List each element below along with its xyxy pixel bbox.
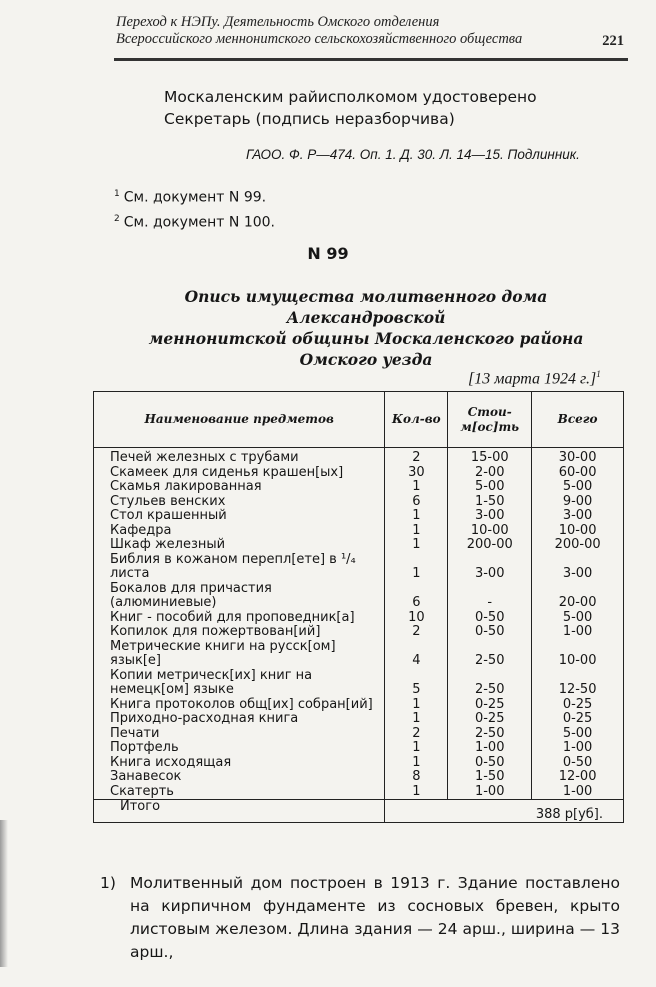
scan-edge-shadow bbox=[0, 820, 8, 967]
cell-price: 2-50 bbox=[448, 640, 532, 669]
cell-name: Стол крашенный bbox=[94, 509, 385, 524]
cell-qty: 5 bbox=[385, 669, 448, 698]
table-row bbox=[94, 509, 624, 524]
cell-total: 1-00 bbox=[532, 741, 624, 756]
footnote-paragraph bbox=[100, 872, 620, 987]
cell-name: Шкаф железный bbox=[94, 538, 385, 553]
cell-total: 20-00 bbox=[532, 582, 624, 611]
table-row bbox=[94, 466, 624, 481]
archive-source-reference: ГАОО. Ф. Р—474. Оп. 1. Д. 30. Л. 14—15. Подлинник. bbox=[246, 147, 580, 162]
cell-price: 5-00 bbox=[448, 480, 532, 495]
cell-price: 0-25 bbox=[448, 698, 532, 713]
cell-name: Стульев венских bbox=[94, 495, 385, 510]
footnote-mark: 1 bbox=[114, 189, 120, 199]
cell-total: 12-00 bbox=[532, 770, 624, 785]
cell-price: - bbox=[448, 582, 532, 611]
cell-price: 3-00 bbox=[448, 509, 532, 524]
cell-qty: 1 bbox=[385, 538, 448, 553]
cell-price: 1-00 bbox=[448, 741, 532, 756]
cell-name: Библия в кожаном перепл[ете] в ¹/₄ листа bbox=[94, 553, 385, 582]
table-row bbox=[94, 770, 624, 785]
column-header-qty: Кол-во bbox=[385, 392, 448, 448]
table-row bbox=[94, 524, 624, 539]
cell-price: 1-50 bbox=[448, 770, 532, 785]
cell-qty: 8 bbox=[385, 770, 448, 785]
note-text: Молитвенный дом построен в 1913 г. Здание поставлено на кирпичном фундаменте из сосновых бревен, крыто листовым железом. Длина здания — 24 арш., ширина — 13 арш., bbox=[130, 874, 620, 961]
table-row bbox=[94, 669, 624, 698]
column-header-price bbox=[448, 392, 532, 448]
cell-name: Портфель bbox=[94, 741, 385, 756]
footnote-text: См. документ N 99. bbox=[123, 189, 267, 206]
table-row bbox=[94, 495, 624, 510]
cell-total: 0-25 bbox=[532, 712, 624, 727]
cell-price: 2-50 bbox=[448, 727, 532, 742]
cell-total: 3-00 bbox=[532, 509, 624, 524]
cell-name: Приходно-расходная книга bbox=[94, 712, 385, 727]
column-header-name: Наименование предметов bbox=[94, 392, 385, 448]
cell-name: Копии метрическ[их] книг на немецк[ом] языке bbox=[94, 669, 385, 698]
certification-block bbox=[164, 86, 537, 130]
cell-name: Печати bbox=[94, 727, 385, 742]
table-row bbox=[94, 640, 624, 669]
cell-qty: 2 bbox=[385, 727, 448, 742]
cell-price: 0-50 bbox=[448, 625, 532, 640]
total-row bbox=[94, 800, 624, 823]
column-header-total: Всего bbox=[532, 392, 624, 448]
page-number: 221 bbox=[602, 33, 624, 49]
footnote-text: См. документ N 100. bbox=[123, 214, 275, 231]
note-marker: 1) bbox=[100, 874, 116, 892]
cell-price: 10-00 bbox=[448, 524, 532, 539]
table-row bbox=[94, 448, 624, 466]
footnote-2 bbox=[114, 209, 275, 234]
cell-total: 200-00 bbox=[532, 538, 624, 553]
cell-total: 0-25 bbox=[532, 698, 624, 713]
cell-qty: 1 bbox=[385, 553, 448, 582]
cell-qty: 1 bbox=[385, 509, 448, 524]
cell-name: Скамья лакированная bbox=[94, 480, 385, 495]
cell-price: 15-00 bbox=[448, 448, 532, 466]
cell-name: Скатерть bbox=[94, 785, 385, 800]
cell-name: Занавесок bbox=[94, 770, 385, 785]
table-row bbox=[94, 538, 624, 553]
cell-name: Бокалов для причастия (алюминиевые) bbox=[94, 582, 385, 611]
total-label: Итого bbox=[94, 800, 385, 823]
date-footnote-mark: 1 bbox=[596, 369, 601, 379]
cell-price: 2-50 bbox=[448, 669, 532, 698]
table-row bbox=[94, 698, 624, 713]
footnote-mark: 2 bbox=[114, 213, 120, 224]
running-header bbox=[116, 14, 626, 48]
cell-total: 5-00 bbox=[532, 727, 624, 742]
cell-total: 1-00 bbox=[532, 625, 624, 640]
header-line-2: Всероссийского меннонитского сельскохозяйственного общества bbox=[116, 31, 523, 47]
table-row bbox=[94, 611, 624, 626]
cell-qty: 1 bbox=[385, 756, 448, 771]
cell-total: 9-00 bbox=[532, 495, 624, 510]
table-row bbox=[94, 741, 624, 756]
cell-qty: 6 bbox=[385, 495, 448, 510]
cell-total: 0-50 bbox=[532, 756, 624, 771]
cell-qty: 30 bbox=[385, 466, 448, 481]
cell-price: 2-00 bbox=[448, 466, 532, 481]
inventory-body bbox=[94, 448, 624, 800]
cell-total: 60-00 bbox=[532, 466, 624, 481]
table-row bbox=[94, 480, 624, 495]
cell-price: 200-00 bbox=[448, 538, 532, 553]
cell-qty: 1 bbox=[385, 712, 448, 727]
table-row bbox=[94, 712, 624, 727]
cell-name: Книга исходящая bbox=[94, 756, 385, 771]
total-value: 388 р[уб]. bbox=[385, 800, 624, 823]
title-line-1: Опись имущества молитвенного дома Александровской bbox=[184, 287, 548, 327]
header-rule bbox=[114, 58, 628, 61]
price-header-line-2: м[ос]ть bbox=[460, 419, 520, 434]
cell-total: 10-00 bbox=[532, 640, 624, 669]
cell-qty: 1 bbox=[385, 698, 448, 713]
document-number: N 99 bbox=[307, 244, 349, 263]
document-date bbox=[468, 369, 601, 388]
footnote-1 bbox=[114, 184, 275, 209]
cell-name: Копилок для пожертвован[ий] bbox=[94, 625, 385, 640]
footnotes bbox=[114, 184, 275, 233]
cell-price: 0-25 bbox=[448, 712, 532, 727]
cell-total: 30-00 bbox=[532, 448, 624, 466]
cell-price: 1-00 bbox=[448, 785, 532, 800]
table-row bbox=[94, 553, 624, 582]
cell-name: Скамеек для сиденья крашен[ых] bbox=[94, 466, 385, 481]
date-text: [13 марта 1924 г.] bbox=[468, 370, 597, 388]
cell-name: Книга протоколов общ[их] собран[ий] bbox=[94, 698, 385, 713]
cell-total: 5-00 bbox=[532, 611, 624, 626]
cell-total: 10-00 bbox=[532, 524, 624, 539]
certification-line-1: Москаленским райисполкомом удостоверено bbox=[164, 88, 537, 106]
cell-total: 3-00 bbox=[532, 553, 624, 582]
cell-qty: 1 bbox=[385, 741, 448, 756]
cell-name: Кафедра bbox=[94, 524, 385, 539]
cell-qty: 4 bbox=[385, 640, 448, 669]
cell-qty: 1 bbox=[385, 785, 448, 800]
cell-qty: 1 bbox=[385, 480, 448, 495]
cell-total: 12-50 bbox=[532, 669, 624, 698]
table-header-row bbox=[94, 392, 624, 448]
cell-price: 0-50 bbox=[448, 756, 532, 771]
cell-qty: 10 bbox=[385, 611, 448, 626]
certification-line-2: Секретарь (подпись неразборчива) bbox=[164, 110, 455, 128]
inventory-table bbox=[93, 391, 624, 823]
cell-total: 1-00 bbox=[532, 785, 624, 800]
cell-total: 5-00 bbox=[532, 480, 624, 495]
table-row bbox=[94, 625, 624, 640]
document-title bbox=[110, 286, 622, 370]
cell-price: 1-50 bbox=[448, 495, 532, 510]
cell-qty: 2 bbox=[385, 448, 448, 466]
cell-name: Метрические книги на русск[ом] язык[е] bbox=[94, 640, 385, 669]
title-line-2: меннонитской общины Москаленского района bbox=[148, 329, 584, 348]
cell-name: Книг - пособий для проповедник[а] bbox=[94, 611, 385, 626]
cell-qty: 6 bbox=[385, 582, 448, 611]
title-line-3: Омского уезда bbox=[299, 350, 433, 369]
price-header-line-1: Стои- bbox=[467, 404, 512, 419]
header-line-1: Переход к НЭПу. Деятельность Омского отделения bbox=[116, 14, 440, 30]
table-row bbox=[94, 582, 624, 611]
cell-price: 3-00 bbox=[448, 553, 532, 582]
cell-qty: 2 bbox=[385, 625, 448, 640]
table-row bbox=[94, 785, 624, 800]
cell-name: Печей железных с трубами bbox=[94, 448, 385, 466]
cell-qty: 1 bbox=[385, 524, 448, 539]
table-row bbox=[94, 756, 624, 771]
table-row bbox=[94, 727, 624, 742]
cell-price: 0-50 bbox=[448, 611, 532, 626]
